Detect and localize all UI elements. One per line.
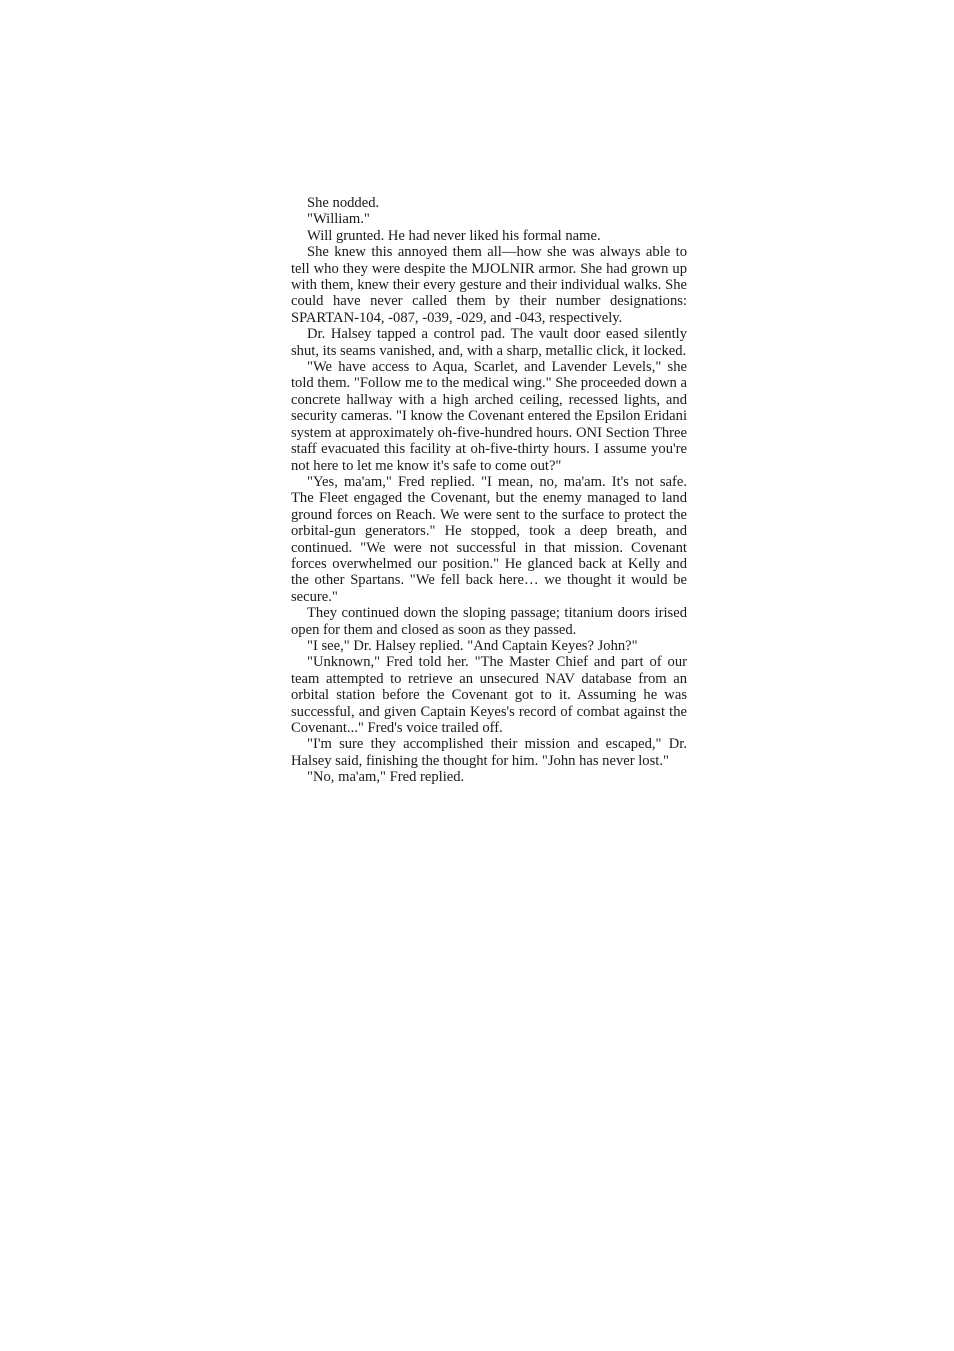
paragraph: She knew this annoyed them all—how she was always able to tell who they were despite the MJOLNIR armor. She had grown up with them, knew their every gesture and their individual walks. She could have never called them by their number designations: SPARTAN-104, -087, -039, -029, and -043, respectively.	[291, 244, 687, 326]
paragraph: "No, ma'am," Fred replied.	[307, 769, 465, 786]
paragraph: Dr. Halsey tapped a control pad. The vault door eased silently shut, its seams vanished, and, with a sharp, metallic click, it locked.	[291, 326, 687, 359]
paragraph: "William."	[307, 211, 370, 228]
paragraph: Will grunted. He had never liked his formal name.	[307, 227, 601, 244]
paragraph: "I see," Dr. Halsey replied. "And Captain Keyes? John?"	[307, 637, 638, 654]
paragraph: "Yes, ma'am," Fred replied. "I mean, no, ma'am. It's not safe. The Fleet engaged the Covenant, but the enemy managed to land ground forces on Reach. We were sent to the surface to protect the orbital-gun generators." He stopped, took a deep breath, and continued. "We were not successful in that mission. Covenant forces overwhelmed our position." He glanced back at Kelly and the other Spartans. "We fell back here… we thought it would be secure."	[291, 473, 687, 605]
paragraph: "I'm sure they accomplished their mission and escaped," Dr. Halsey said, finishing the thought for him. "John has never lost."	[291, 736, 687, 769]
paragraph: They continued down the sloping passage; titanium doors irised open for them and closed as soon as they passed.	[291, 605, 687, 638]
body-text	[291, 195, 687, 786]
paragraph: "We have access to Aqua, Scarlet, and Lavender Levels," she told them. "Follow me to the medical wing." She proceeded down a concrete hallway with a high arched ceiling, recessed lights, and security cameras. "I know the Covenant entered the Epsilon Eridani system at approximately oh-five-hundred hours. ONI Section Three staff evacuated this facility at oh-five-thirty hours. I assume you're not here to let me know it's safe to come out?"	[291, 359, 687, 474]
paragraph: "Unknown," Fred told her. "The Master Chief and part of our team attempted to retrieve an unsecured NAV database from an orbital station before the Covenant got to it. Assuming he was successful, and given Captain Keyes's record of combat against the Covenant..." Fred's voice trailed off.	[291, 654, 687, 736]
paragraph: She nodded.	[307, 195, 380, 211]
